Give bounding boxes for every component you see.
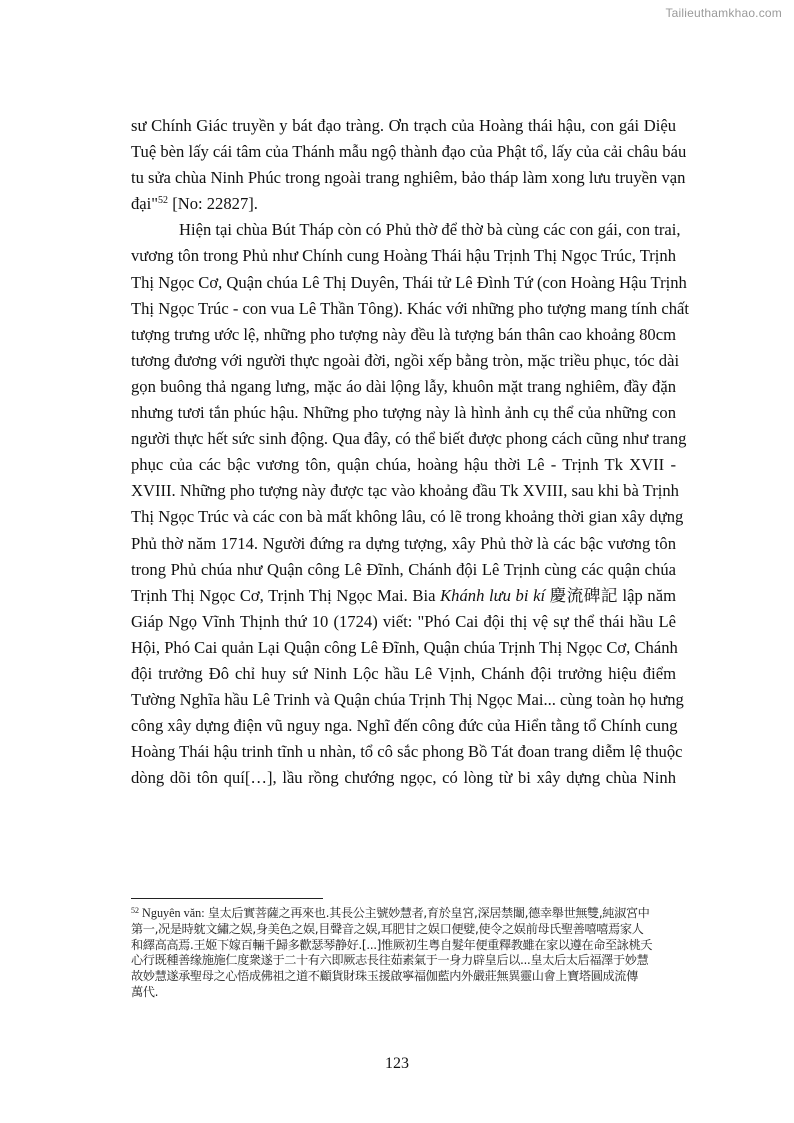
footnote-number: 52 xyxy=(131,906,139,915)
text-line: Thị Ngọc Trúc - con vua Lê Thần Tông). Khác với những pho tượng mang tính chất xyxy=(131,298,689,318)
page-number: 123 xyxy=(385,1055,409,1072)
text-line: vương tôn trong Phủ như Chính cung Hoàng Thái hậu Trịnh Thị Ngọc Trúc, Trịnh xyxy=(131,246,676,266)
text-line: gọn buông thả ngang lưng, mặc áo dài lộng lẫy, khuôn mặt trang nghiêm, đầy đặn xyxy=(131,376,676,396)
text-line: nhưng tươi tắn phúc hậu. Những pho tượng này là hình ảnh cụ thể của những con xyxy=(131,403,676,423)
text-line: phục của các bậc vương tôn, quận chúa, hoàng hậu thời Lê - Trịnh Tk XVII - xyxy=(131,455,676,475)
stele-title: Khánh lưu bi kí xyxy=(440,585,546,605)
text-line-with-footnote-ref xyxy=(131,191,676,217)
text-line: Phủ thờ năm 1714. Người đứng ra dựng tượng, xây Phủ thờ là các bậc vương tôn xyxy=(131,533,676,553)
text-line-with-title xyxy=(131,583,676,609)
body-text xyxy=(131,113,689,791)
footnote-line: 和繹高高焉.王姬下嫁百輛千歸多歡瑟琴静好.[...]惟厥初生粤自髮年便重釋教雖在家以遵在命至詠桃夭 xyxy=(131,937,653,952)
footnote-line xyxy=(131,906,676,922)
footnote-text: 皇太后實菩薩之再來也.其長公主號妙慧者,育於皇宮,深居禁闈,德幸舉世無雙,純淑宮中 xyxy=(207,906,650,920)
text-line: công xây dựng điện vũ nguy nga. Nghĩ đến công đức của Hiển tằng tổ Chính cung xyxy=(131,716,678,736)
text-line: tương đương với người thực ngoài đời, ngồi xếp bằng tròn, mặc triều phục, tóc dài xyxy=(131,350,680,370)
text-line: dòng dõi tôn quí[…], lầu rồng chướng ngọc, có lòng từ bi xây dựng chùa Ninh xyxy=(131,768,676,788)
text-span: [No: 22827]. xyxy=(168,194,258,214)
text-line: tu sửa chùa Ninh Phúc trong ngoài trang nghiêm, bảo tháp làm xong lưu truyền vạn xyxy=(131,168,686,188)
footnote-label: Nguyên văn: xyxy=(139,906,208,920)
footnote-separator xyxy=(131,898,323,899)
footnote-reference[interactable]: 52 xyxy=(158,195,169,207)
text-span: đại" xyxy=(131,194,159,214)
text-span: Trịnh Thị Ngọc Cơ, Trịnh Thị Ngọc Mai. Bia xyxy=(131,585,441,605)
footnote-line: 心行既種善缘施施仁度衆遂于二十有六即厥志長往茹素氣于一身力辟皇后以...皇太后太后福澤于妙慧 xyxy=(131,953,649,968)
watermark: Tailieuthamkhao.com xyxy=(665,6,782,20)
text-line: đội trưởng Đô chỉ huy sứ Ninh Lộc hầu Lê Vịnh, Chánh đội trưởng hiệu điểm xyxy=(131,663,676,683)
text-line: người thực hết sức sinh động. Qua đây, có thể biết được phong cách cũng như trang xyxy=(131,429,687,449)
text-line: tượng trưng ước lệ, những pho tượng này đều là tượng bán thân cao khoảng 80cm xyxy=(131,324,676,344)
text-line: Thị Ngọc Trúc và các con bà mất không lâu, có lẽ trong khoảng thời gian xây dựng xyxy=(131,507,684,527)
text-line: Hội, Phó Cai quản Lại Quận công Lê Đĩnh, Quận chúa Trịnh Thị Ngọc Cơ, Chánh xyxy=(131,637,678,657)
text-line: sư Chính Giác truyền y bát đạo tràng. Ơn trạch của Hoàng thái hậu, con gái Diệu xyxy=(131,116,676,135)
text-line: Tường Nghĩa hầu Lê Trinh và Quận chúa Trịnh Thị Ngọc Mai... cùng toàn họ hưng xyxy=(131,690,684,710)
text-span: 慶流碑記 lập năm xyxy=(545,585,676,605)
text-line: Hoàng Thái hậu trinh tĩnh u nhàn, tổ cô sắc phong Bồ Tát đoan trang diễm lệ thuộc xyxy=(131,742,683,762)
paragraph-first-line: Hiện tại chùa Bút Tháp còn có Phủ thờ để thờ bà cùng các con gái, con trai, xyxy=(179,220,681,240)
text-line: Tuệ bèn lấy cái tâm của Thánh mẫu ngộ thành đạo của Phật tổ, lấy của cải châu báu xyxy=(131,142,687,162)
text-line: Thị Ngọc Cơ, Quận chúa Lê Thị Duyên, Thái tử Lê Đình Tứ (con Hoàng Hậu Trịnh xyxy=(131,272,687,292)
text-line: XVIII. Những pho tượng này được tạc vào khoảng đầu Tk XVIII, sau khi bà Trịnh xyxy=(131,481,679,501)
footnote-line: 第一,况是時躭文繡之娱,身美色之娱,目聲音之娱,耳肥甘之娱口便嬖,使令之娱前母氏聖善嘻嘻焉家人 xyxy=(131,921,644,936)
text-line: Giáp Ngọ Vĩnh Thịnh thứ 10 (1724) viết: "Phó Cai đội thị vệ sự thể thái hầu Lê xyxy=(131,611,676,631)
footnote-52 xyxy=(131,906,676,1001)
text-line: trong Phủ chúa như Quận công Lê Đĩnh, Chánh đội Lê Trịnh cùng các quận chúa xyxy=(131,559,676,579)
footnote-line: 故妙慧遂承聖母之心悟成佛祖之道不顧貨財珠玉援啟寧福伽藍内外嚴莊無異靈山會上寶塔圓成流傳 xyxy=(131,969,638,984)
footnote-line: 萬代. xyxy=(131,984,159,999)
